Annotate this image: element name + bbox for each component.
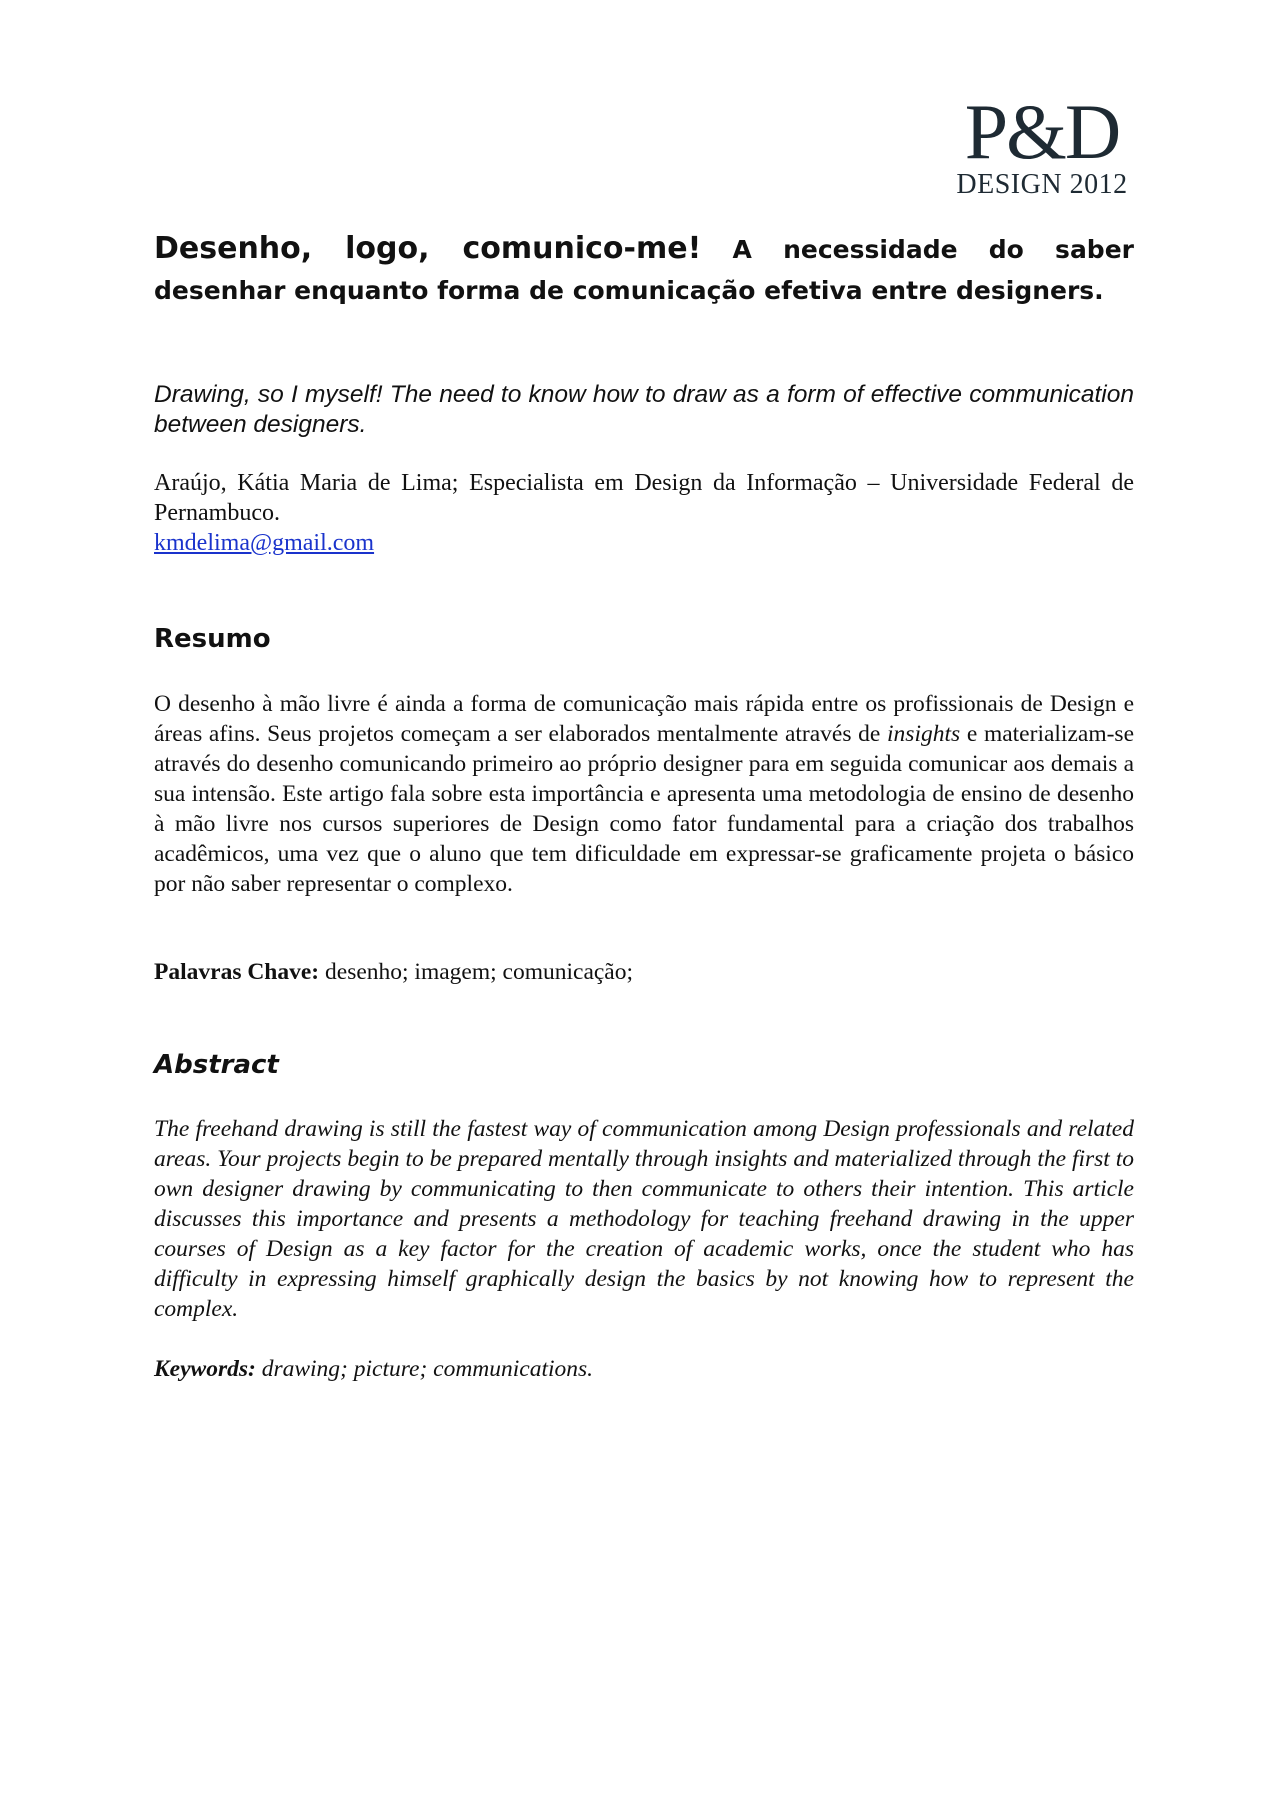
keywords — [154, 1354, 1134, 1384]
logo-sub-text: DESIGN 2012 — [956, 169, 1128, 200]
resumo-heading: Resumo — [154, 624, 271, 654]
logo-main-text: P&D — [964, 88, 1120, 175]
paper-title-main: Desenho, logo, comunico-me! — [154, 231, 702, 266]
author-email-link[interactable]: kmdelima@gmail.com — [154, 530, 375, 556]
resumo-text-before: O desenho à mão livre é ainda a forma de comunicação mais rápida entre os profissionais de Design e áreas afins. Seus projetos começam a ser elaborados mentalmente através de — [154, 691, 1134, 747]
keywords-label: Keywords: — [154, 1356, 256, 1382]
abstract-paragraph: The freehand drawing is still the fastest way of communication among Design professionals and related areas. Your projects begin to be prepared mentally through insights and materialized through the first to own designer drawing by communicating to then communicate to others their intention. This article discusses this importance and presents a methodology for teaching freehand drawing in the upper courses of Design as a key factor for the creation of academic works, once the student who has difficulty in expressing himself graphically design the basics by not knowing how to represent the complex. — [154, 1116, 1134, 1322]
resumo-paragraph — [154, 689, 1134, 899]
palavras-chave — [154, 957, 1134, 987]
palavras-chave-values: desenho; imagem; comunicação; — [325, 959, 634, 985]
paper-title — [154, 228, 1134, 311]
paper-subtitle-english: Drawing, so I myself! The need to know how to draw as a form of effective communication between designers. — [154, 381, 1134, 438]
palavras-chave-label: Palavras Chave: — [154, 959, 320, 985]
resumo-text-after: e materializam-se através do desenho comunicando primeiro ao próprio designer para em seguida comunicar aos demais a sua intensão. Este artigo fala sobre esta importância e apresenta uma metodologia de ensino de desenho à mão livre nos cursos superiores de Design como fator fundamental para a criação dos trabalhos acadêmicos, uma vez que o aluno que tem dificuldade em expressar-se graficamente projeta o básico por não saber representar o complexo. — [154, 721, 1134, 897]
keywords-values: drawing; picture; communications. — [261, 1356, 594, 1382]
paper-title-rest: A necessidade do saber desenhar enquanto forma de comunicação efetiva entre designers. — [154, 235, 1134, 305]
pd-design-logo — [952, 88, 1132, 200]
resumo-text-italic: insights — [887, 721, 961, 747]
abstract-heading: Abstract — [154, 1050, 279, 1080]
author-affiliation: Araújo, Kátia Maria de Lima; Especialista em Design da Informação – Universidade Federal de Pernambuco. — [154, 470, 1134, 526]
